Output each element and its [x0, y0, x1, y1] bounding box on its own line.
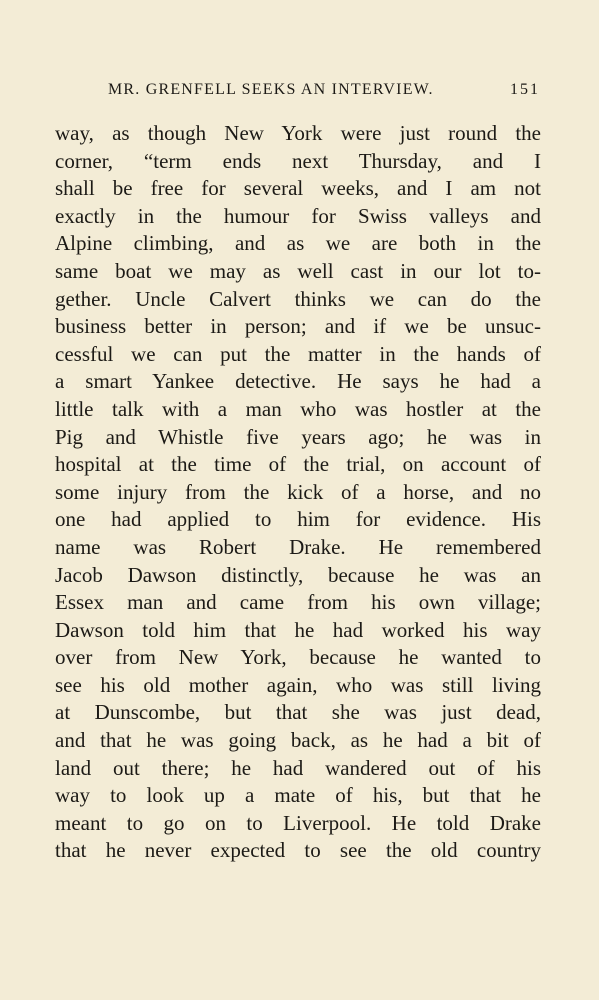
text-line: over from New York, because he wanted to — [55, 645, 541, 670]
text-line: that he never expected to see the old country — [55, 838, 541, 863]
text-line: gether. Uncle Calvert thinks we can do the — [55, 286, 541, 311]
text-line: little talk with a man who was hostler at the — [55, 396, 541, 421]
page-number: 151 — [510, 81, 540, 98]
text-line: Essex man and came from his own village; — [55, 590, 541, 615]
body-text — [55, 120, 541, 865]
text-line: Dawson told him that he had worked his way — [55, 617, 541, 642]
text-line: meant to go on to Liverpool. He told Drake — [55, 810, 541, 835]
text-line: same boat we may as well cast in our lot to- — [55, 258, 541, 283]
text-line: one had applied to him for evidence. His — [55, 507, 541, 532]
text-line: hospital at the time of the trial, on account of — [55, 452, 541, 477]
text-line: Jacob Dawson distinctly, because he was an — [55, 562, 541, 587]
text-line: corner, “term ends next Thursday, and I — [55, 148, 541, 173]
text-line: some injury from the kick of a horse, and no — [55, 479, 541, 504]
text-line: a smart Yankee detective. He says he had a — [55, 369, 541, 394]
text-line: land out there; he had wandered out of his — [55, 755, 541, 780]
text-line: Alpine climbing, and as we are both in the — [55, 231, 541, 256]
text-line: exactly in the humour for Swiss valleys and — [55, 203, 541, 228]
text-line: at Dunscombe, but that she was just dead, — [55, 700, 541, 725]
text-line: way to look up a mate of his, but that he — [55, 783, 541, 808]
text-line: way, as though New York were just round the — [55, 121, 541, 145]
text-line: name was Robert Drake. He remembered — [55, 534, 541, 559]
text-line: and that he was going back, as he had a bit of — [55, 728, 541, 753]
running-head — [108, 78, 540, 102]
chapter-title: MR. GRENFELL SEEKS AN INTERVIEW. — [108, 81, 434, 98]
text-line: Pig and Whistle five years ago; he was in — [55, 424, 541, 449]
text-line: see his old mother again, who was still living — [55, 672, 541, 697]
text-line: business better in person; and if we be unsuc- — [55, 314, 541, 339]
text-line: shall be free for several weeks, and I am not — [55, 176, 541, 201]
text-line: cessful we can put the matter in the hands of — [55, 341, 541, 366]
